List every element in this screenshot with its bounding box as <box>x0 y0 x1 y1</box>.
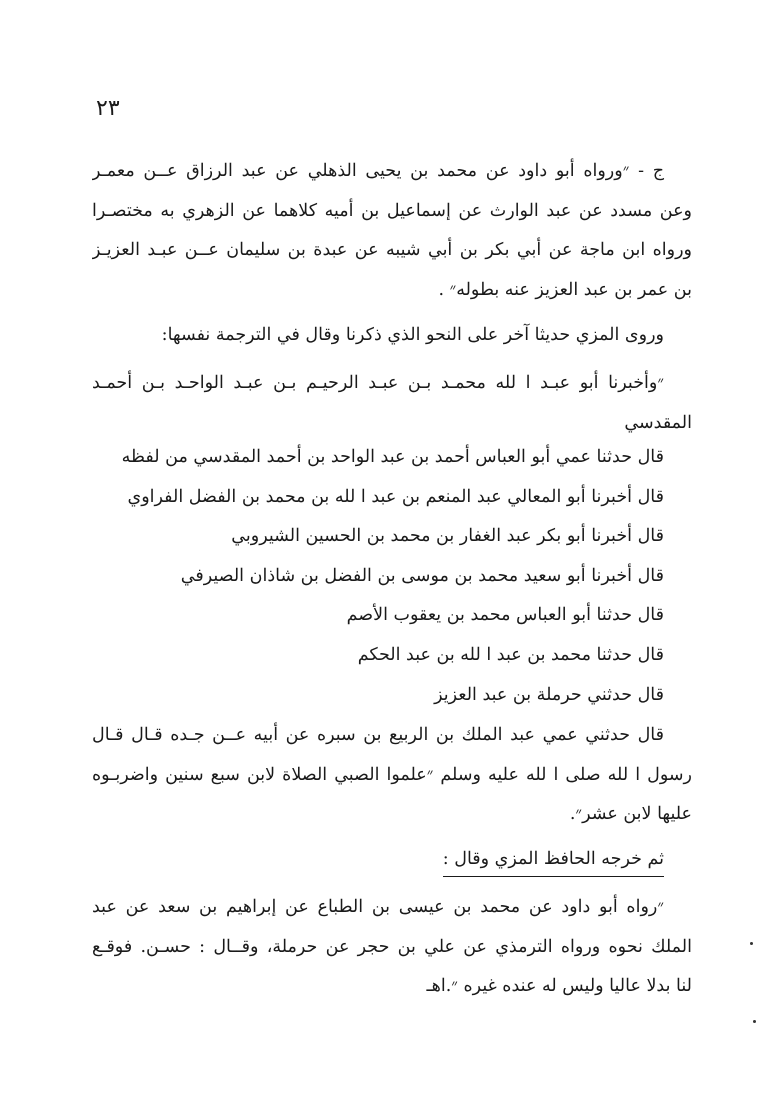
text-line: ״رواه أبو داود عن محمد بن عيسى بن الطباع عن إبراهيم بن سعد عن عبد <box>92 897 664 917</box>
text-line: وروى المزي حديثا آخر على النحو الذي ذكرنا وقال في الترجمة نفسها: <box>161 325 664 345</box>
paragraph-intro <box>92 316 692 356</box>
text-line: المقدسي <box>624 412 692 433</box>
paragraph-isnad-opening <box>92 364 692 443</box>
text-line: وعن مسدد عن عبد الوارث عن إسماعيل بن أميه كلاهما عن الزهري به مختصـرا <box>92 200 692 221</box>
scan-speck <box>753 1020 756 1023</box>
text-line: ورواه ابن ماجة عن أبي بكر بن أبي شيبه عن عبدة بن سليمان عــن عبـد العزيـز <box>92 240 692 261</box>
heading-text: ثم خرجه الحافظ المزي وقال : <box>443 844 664 877</box>
text-line: لنا بدلا عاليا وليس له عنده غيره ״.اهـ <box>426 976 692 997</box>
paragraph-takhrij <box>92 152 692 310</box>
chain-line: قال أخبرنا أبو بكر عبد الغفار بن محمد بن الحسين الشيروبي <box>231 526 664 547</box>
paragraph-closing <box>92 888 692 1007</box>
chain-line: قال حدثنا محمد بن عبد ا لله بن عبد الحكم <box>357 644 664 665</box>
text-line: قال حدثني عمي عبد الملك بن الربيع بن سبره عن أبيه عــن جـده قـال قـال <box>92 725 664 745</box>
chain-line: قال أخبرنا أبو المعالي عبد المنعم بن عبد ا لله بن محمد بن الفضل الفراوي <box>127 486 664 507</box>
text-line: الملك نحوه ورواه الترمذي عن علي بن حجر عن حرملة، وقــال : حسـن. فوقـع <box>92 936 692 957</box>
scan-speck <box>750 942 753 945</box>
chain-line: قال حدثنا أبو العباس محمد بن يعقوب الأصم <box>346 605 664 626</box>
isnad-chain <box>92 438 692 715</box>
text-line: رسول ا لله صلى ا لله عليه وسلم ״علموا الصبي الصلاة لابن سبع سنين واضربـوه <box>92 764 692 785</box>
chain-line: قال حدثنا عمي أبو العباس أحمد بن عبد الواحد بن أحمد المقدسي من لفظه <box>121 447 664 467</box>
chain-line: قال حدثني حرملة بن عبد العزيز <box>434 684 664 705</box>
text-line: عليها لابن عشر״. <box>569 804 692 825</box>
paragraph-hadith <box>92 716 692 835</box>
text-line: ״وأخبرنا أبو عبـد ا لله محمـد بـن عبـد الرحيـم بـن عبـد الواحـد بـن أحمـد <box>92 373 664 393</box>
page-number: ٢٣ <box>96 96 120 121</box>
chain-line: قال أخبرنا أبو سعيد محمد بن موسى بن الفضل بن شاذان الصيرفي <box>180 565 664 586</box>
text-line: بن عمر بن عبد العزيز عنه بطوله״ . <box>438 279 692 300</box>
section-heading <box>92 840 692 886</box>
text-line: ج - ״ورواه أبو داود عن محمد بن يحيى الذهلي عن عبد الرزاق عــن معمـر <box>92 161 664 181</box>
